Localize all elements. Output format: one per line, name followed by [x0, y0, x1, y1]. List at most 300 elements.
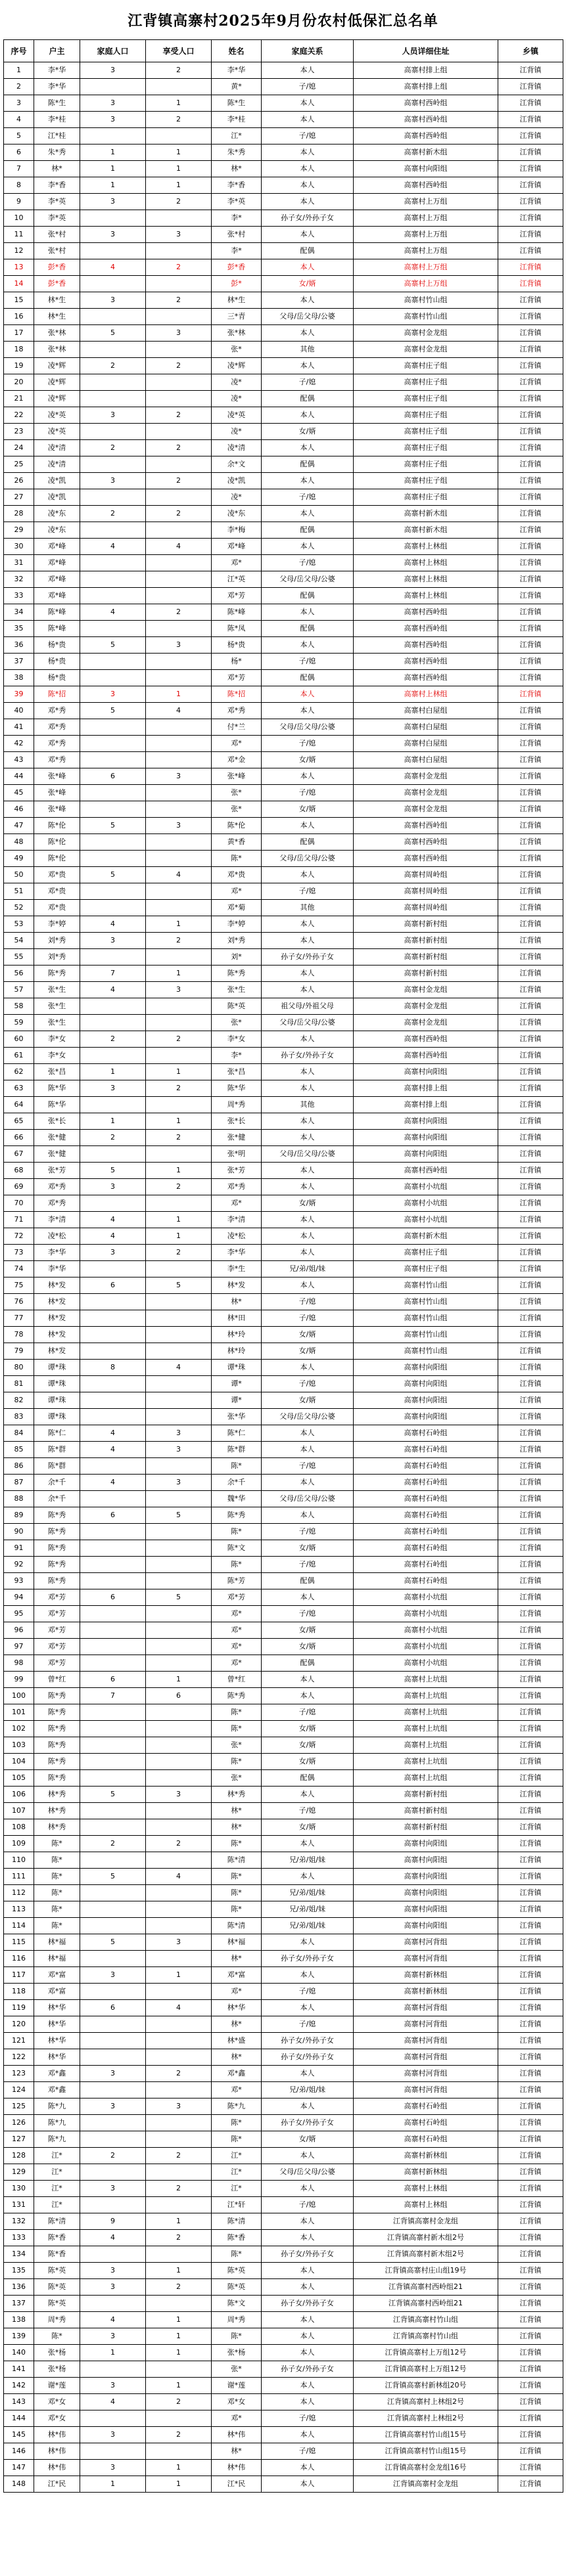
benefit-count-cell: 4 [146, 2000, 212, 2016]
table-row [4, 1392, 563, 1409]
relation-cell: 本人 [262, 539, 354, 555]
row-index: 34 [4, 604, 34, 621]
address-cell: 高寨村金龙组 [354, 325, 498, 342]
householder-cell: 谭*珠 [34, 1360, 80, 1376]
address-cell: 高寨村小坑组 [354, 1179, 498, 1195]
householder-cell: 林*伟 [34, 2427, 80, 2443]
benefit-count-cell [146, 456, 212, 473]
table-row [4, 1409, 563, 1425]
row-index: 71 [4, 1212, 34, 1228]
householder-cell: 李*女 [34, 1048, 80, 1064]
table-row [4, 818, 563, 834]
name-cell: 陈*香 [212, 2230, 262, 2246]
name-cell: 江* [212, 2181, 262, 2197]
table-row [4, 2049, 563, 2066]
benefit-count-cell: 2 [146, 604, 212, 621]
name-cell: 陈* [212, 1869, 262, 1885]
row-index: 8 [4, 177, 34, 194]
name-cell: 凌*东 [212, 506, 262, 522]
family-size-cell [80, 1754, 146, 1770]
address-cell: 高寨村新村组 [354, 1803, 498, 1819]
table-row [4, 325, 563, 342]
benefit-count-cell [146, 210, 212, 227]
name-cell: 陈* [212, 851, 262, 867]
address-cell: 江背镇高寨村竹山组 [354, 2312, 498, 2328]
family-size-cell: 3 [80, 473, 146, 489]
benefit-count-cell: 2 [146, 506, 212, 522]
relation-cell: 配偶 [262, 1770, 354, 1787]
table-row [4, 1212, 563, 1228]
township-cell: 江背镇 [498, 1721, 563, 1737]
name-cell: 林*伟 [212, 2460, 262, 2476]
householder-cell: 陈*九 [34, 2131, 80, 2148]
benefit-count-cell: 3 [146, 2099, 212, 2115]
name-cell: 陈*凤 [212, 621, 262, 637]
name-cell: 凌*清 [212, 440, 262, 456]
table-row [4, 736, 563, 752]
table-row [4, 2427, 563, 2443]
relation-cell: 配偶 [262, 456, 354, 473]
address-cell: 高寨村庄子组 [354, 391, 498, 407]
benefit-count-cell [146, 555, 212, 571]
name-cell: 林* [212, 2443, 262, 2460]
family-size-cell [80, 801, 146, 818]
benefit-count-cell: 3 [146, 637, 212, 654]
township-cell: 江背镇 [498, 2181, 563, 2197]
address-cell: 高寨村庄子组 [354, 473, 498, 489]
benefit-count-cell [146, 2410, 212, 2427]
name-cell: 林* [212, 1294, 262, 1310]
table-row [4, 1113, 563, 1130]
relation-cell: 女/婿 [262, 1721, 354, 1737]
relation-cell: 父母/岳父母/公婆 [262, 851, 354, 867]
householder-cell: 凌*凯 [34, 489, 80, 506]
family-size-cell [80, 1852, 146, 1869]
benefit-count-cell [146, 309, 212, 325]
family-size-cell [80, 621, 146, 637]
family-size-cell: 5 [80, 1869, 146, 1885]
benefit-count-cell: 1 [146, 177, 212, 194]
benefit-count-cell: 2 [146, 473, 212, 489]
name-cell: 陈* [212, 1754, 262, 1770]
name-cell: 李*华 [212, 62, 262, 79]
family-size-cell: 3 [80, 2263, 146, 2279]
table-row [4, 227, 563, 243]
table-row [4, 1080, 563, 1097]
township-cell: 江背镇 [498, 1672, 563, 1688]
relation-cell: 本人 [262, 473, 354, 489]
row-index: 77 [4, 1310, 34, 1327]
table-row [4, 2296, 563, 2312]
householder-cell: 林*发 [34, 1310, 80, 1327]
householder-cell: 陈*秀 [34, 1754, 80, 1770]
name-cell: 陈*生 [212, 95, 262, 112]
township-cell: 江背镇 [498, 1113, 563, 1130]
householder-cell: 张*林 [34, 342, 80, 358]
name-cell: 李*婷 [212, 916, 262, 933]
address-cell: 高寨村西岭组 [354, 128, 498, 144]
township-cell: 江背镇 [498, 2476, 563, 2493]
address-cell: 高寨村向阳组 [354, 1409, 498, 1425]
address-cell: 高寨村向阳组 [354, 1064, 498, 1080]
township-cell: 江背镇 [498, 2312, 563, 2328]
township-cell: 江背镇 [498, 2148, 563, 2164]
address-cell: 高寨村上万组 [354, 227, 498, 243]
householder-cell: 张*生 [34, 1015, 80, 1031]
address-cell: 江背镇高寨村金龙组 [354, 2476, 498, 2493]
address-cell: 高寨村新木组 [354, 522, 498, 539]
address-cell: 高寨村新村组 [354, 1787, 498, 1803]
householder-cell: 李*华 [34, 62, 80, 79]
address-cell: 高寨村上林组 [354, 588, 498, 604]
family-size-cell: 5 [80, 1163, 146, 1179]
address-cell: 高寨村周岭组 [354, 867, 498, 883]
page-title: 江背镇高寨村2025年9月份农村低保汇总名单 [128, 12, 438, 30]
benefit-count-cell: 1 [146, 1163, 212, 1179]
relation-cell: 本人 [262, 1245, 354, 1261]
name-cell: 陈*群 [212, 1442, 262, 1458]
family-size-cell [80, 2197, 146, 2213]
row-index: 15 [4, 292, 34, 309]
township-cell: 江背镇 [498, 2378, 563, 2394]
householder-cell: 陈*清 [34, 2213, 80, 2230]
table-row [4, 1540, 563, 1557]
address-cell: 高寨村小坑组 [354, 1622, 498, 1639]
householder-cell: 张*林 [34, 325, 80, 342]
benefit-count-cell: 1 [146, 966, 212, 982]
table-row [4, 2345, 563, 2361]
address-cell: 高寨村上万组 [354, 243, 498, 259]
relation-cell: 本人 [262, 227, 354, 243]
row-index: 17 [4, 325, 34, 342]
relation-cell: 本人 [262, 2378, 354, 2394]
family-size-cell [80, 555, 146, 571]
table-row [4, 210, 563, 227]
row-index: 62 [4, 1064, 34, 1080]
township-cell: 江背镇 [498, 161, 563, 177]
address-cell: 高寨村石岭组 [354, 1557, 498, 1573]
table-row [4, 506, 563, 522]
row-index: 74 [4, 1261, 34, 1277]
family-size-cell: 1 [80, 1064, 146, 1080]
address-cell: 高寨村西岭组 [354, 637, 498, 654]
row-index: 43 [4, 752, 34, 768]
row-index: 111 [4, 1869, 34, 1885]
row-index: 126 [4, 2115, 34, 2131]
table-row [4, 1425, 563, 1442]
householder-cell: 陈*伦 [34, 818, 80, 834]
township-cell: 江背镇 [498, 1918, 563, 1934]
householder-cell: 凌*英 [34, 424, 80, 440]
table-row [4, 2197, 563, 2213]
table-row [4, 719, 563, 736]
name-cell: 谢*莲 [212, 2378, 262, 2394]
benefit-count-cell [146, 1803, 212, 1819]
row-index: 22 [4, 407, 34, 424]
benefit-count-cell: 2 [146, 62, 212, 79]
header-row [4, 40, 563, 62]
row-index: 147 [4, 2460, 34, 2476]
table-row [4, 243, 563, 259]
benefit-count-cell [146, 2115, 212, 2131]
family-size-cell: 6 [80, 1589, 146, 1606]
benefit-count-cell [146, 1655, 212, 1672]
relation-cell: 女/婿 [262, 752, 354, 768]
township-cell: 江背镇 [498, 1080, 563, 1097]
family-size-cell: 3 [80, 2181, 146, 2197]
township-cell: 江背镇 [498, 2361, 563, 2378]
name-cell: 李* [212, 1048, 262, 1064]
benefit-count-cell [146, 1409, 212, 1425]
family-size-cell: 6 [80, 2000, 146, 2016]
relation-cell: 本人 [262, 112, 354, 128]
family-size-cell [80, 2033, 146, 2049]
table-row [4, 966, 563, 982]
table-row [4, 703, 563, 719]
row-index: 4 [4, 112, 34, 128]
address-cell: 高寨村河背组 [354, 2066, 498, 2082]
header-householder: 户主 [34, 40, 80, 62]
address-cell: 高寨村向阳组 [354, 1360, 498, 1376]
name-cell: 刘*秀 [212, 933, 262, 949]
benefit-count-cell: 1 [146, 144, 212, 161]
row-index: 42 [4, 736, 34, 752]
township-cell: 江背镇 [498, 2197, 563, 2213]
table-row [4, 2164, 563, 2181]
family-size-cell [80, 1901, 146, 1918]
address-cell: 高寨村庄子组 [354, 1245, 498, 1261]
family-size-cell [80, 1573, 146, 1589]
relation-cell: 本人 [262, 916, 354, 933]
benefit-count-cell: 1 [146, 2460, 212, 2476]
township-cell: 江背镇 [498, 637, 563, 654]
township-cell: 江背镇 [498, 2460, 563, 2476]
name-cell: 邓*鑫 [212, 2066, 262, 2082]
township-cell: 江背镇 [498, 785, 563, 801]
township-cell: 江背镇 [498, 670, 563, 686]
family-size-cell [80, 1737, 146, 1754]
address-cell: 高寨村庄子组 [354, 440, 498, 456]
name-cell: 张* [212, 342, 262, 358]
householder-cell: 陈*峰 [34, 604, 80, 621]
township-cell: 江背镇 [498, 2328, 563, 2345]
row-index: 89 [4, 1507, 34, 1524]
householder-cell: 陈*群 [34, 1442, 80, 1458]
relation-cell: 本人 [262, 1113, 354, 1130]
table-row [4, 949, 563, 966]
address-cell: 高寨村庄子组 [354, 456, 498, 473]
header-name: 姓名 [212, 40, 262, 62]
relation-cell: 本人 [262, 358, 354, 374]
benefit-count-cell: 4 [146, 1869, 212, 1885]
township-cell: 江背镇 [498, 1130, 563, 1146]
householder-cell: 林*生 [34, 309, 80, 325]
row-index: 107 [4, 1803, 34, 1819]
table-row [4, 1737, 563, 1754]
row-index: 90 [4, 1524, 34, 1540]
address-cell: 高寨村小坑组 [354, 1212, 498, 1228]
family-size-cell: 2 [80, 358, 146, 374]
row-index: 115 [4, 1934, 34, 1951]
householder-cell: 李*英 [34, 194, 80, 210]
benefit-count-cell [146, 1754, 212, 1770]
address-cell: 高寨村西岭组 [354, 177, 498, 194]
householder-cell: 陈* [34, 1836, 80, 1852]
name-cell: 邓* [212, 883, 262, 900]
householder-cell: 陈*峰 [34, 621, 80, 637]
address-cell: 江背镇高寨村上万组12号 [354, 2345, 498, 2361]
family-size-cell: 4 [80, 916, 146, 933]
relation-cell: 本人 [262, 1507, 354, 1524]
family-size-cell [80, 719, 146, 736]
relation-cell: 其他 [262, 342, 354, 358]
family-size-cell [80, 522, 146, 539]
householder-cell: 张*村 [34, 243, 80, 259]
family-size-cell: 3 [80, 95, 146, 112]
benefit-count-cell [146, 342, 212, 358]
benefit-count-cell [146, 883, 212, 900]
householder-cell: 陈* [34, 1885, 80, 1901]
township-cell: 江背镇 [498, 621, 563, 637]
family-size-cell [80, 571, 146, 588]
row-index: 33 [4, 588, 34, 604]
address-cell: 高寨村白屋组 [354, 752, 498, 768]
householder-cell: 林*发 [34, 1294, 80, 1310]
householder-cell: 张*健 [34, 1130, 80, 1146]
table-row [4, 1475, 563, 1491]
township-cell: 江背镇 [498, 2016, 563, 2033]
householder-cell: 李*婷 [34, 916, 80, 933]
row-index: 133 [4, 2230, 34, 2246]
address-cell: 高寨村金龙组 [354, 998, 498, 1015]
family-size-cell: 5 [80, 703, 146, 719]
relation-cell: 本人 [262, 1836, 354, 1852]
relation-cell: 孙子女/外孙子女 [262, 2115, 354, 2131]
address-cell: 高寨村竹山组 [354, 1294, 498, 1310]
benefit-count-cell: 1 [146, 1967, 212, 1984]
benefit-count-cell [146, 2197, 212, 2213]
benefit-count-cell [146, 1819, 212, 1836]
row-index: 30 [4, 539, 34, 555]
table-row [4, 1704, 563, 1721]
benefit-count-cell [146, 2016, 212, 2033]
row-index: 101 [4, 1704, 34, 1721]
family-size-cell: 3 [80, 2099, 146, 2115]
family-size-cell [80, 1951, 146, 1967]
township-cell: 江背镇 [498, 407, 563, 424]
table-row [4, 1524, 563, 1540]
family-size-cell: 6 [80, 1507, 146, 1524]
benefit-count-cell: 2 [146, 112, 212, 128]
address-cell: 高寨村小坑组 [354, 1195, 498, 1212]
row-index: 19 [4, 358, 34, 374]
benefit-count-cell: 5 [146, 1277, 212, 1294]
benefit-count-cell [146, 801, 212, 818]
benefit-count-cell: 1 [146, 2378, 212, 2394]
benefit-count-cell: 1 [146, 1064, 212, 1080]
relation-cell: 女/婿 [262, 1327, 354, 1343]
family-size-cell [80, 2131, 146, 2148]
table-row [4, 2230, 563, 2246]
row-index: 143 [4, 2394, 34, 2410]
relation-cell: 子/媳 [262, 79, 354, 95]
householder-cell: 陈*九 [34, 2115, 80, 2131]
township-cell: 江背镇 [498, 1277, 563, 1294]
row-index: 119 [4, 2000, 34, 2016]
name-cell: 陈*峰 [212, 604, 262, 621]
row-index: 114 [4, 1918, 34, 1934]
row-index: 58 [4, 998, 34, 1015]
township-cell: 江背镇 [498, 1327, 563, 1343]
family-size-cell [80, 1606, 146, 1622]
table-row [4, 1918, 563, 1934]
name-cell: 邓* [212, 1622, 262, 1639]
householder-cell: 凌*凯 [34, 473, 80, 489]
householder-cell: 邓*富 [34, 1984, 80, 2000]
householder-cell: 张*健 [34, 1146, 80, 1163]
table-row [4, 424, 563, 440]
name-cell: 凌* [212, 374, 262, 391]
name-cell: 邓*贵 [212, 867, 262, 883]
address-cell: 高寨村河背组 [354, 2049, 498, 2066]
name-cell: 凌* [212, 424, 262, 440]
township-cell: 江背镇 [498, 1343, 563, 1360]
address-cell: 高寨村小坑组 [354, 1606, 498, 1622]
address-cell: 江背镇高寨村新林组20号 [354, 2378, 498, 2394]
table-row [4, 292, 563, 309]
benefit-count-cell [146, 998, 212, 1015]
family-size-cell [80, 834, 146, 851]
row-index: 27 [4, 489, 34, 506]
householder-cell: 张*峰 [34, 801, 80, 818]
family-size-cell: 2 [80, 1130, 146, 1146]
householder-cell: 凌*辉 [34, 374, 80, 391]
family-size-cell: 3 [80, 2328, 146, 2345]
name-cell: 周*秀 [212, 1097, 262, 1113]
family-size-cell: 4 [80, 982, 146, 998]
benefit-count-cell [146, 391, 212, 407]
relation-cell: 孙子女/外孙子女 [262, 2246, 354, 2263]
relation-cell: 子/媳 [262, 1557, 354, 1573]
benefit-count-cell [146, 654, 212, 670]
householder-cell: 陈* [34, 1918, 80, 1934]
householder-cell: 邓*峰 [34, 571, 80, 588]
benefit-count-cell: 1 [146, 1228, 212, 1245]
table-row [4, 1770, 563, 1787]
table-row [4, 1557, 563, 1573]
householder-cell: 江*民 [34, 2476, 80, 2493]
family-size-cell: 2 [80, 1836, 146, 1852]
benefit-count-cell: 3 [146, 982, 212, 998]
family-size-cell: 4 [80, 2394, 146, 2410]
name-cell: 江* [212, 2148, 262, 2164]
family-size-cell: 1 [80, 1113, 146, 1130]
householder-cell: 余*千 [34, 1491, 80, 1507]
township-cell: 江背镇 [498, 243, 563, 259]
family-size-cell: 4 [80, 604, 146, 621]
benefit-count-cell: 1 [146, 2263, 212, 2279]
address-cell: 高寨村庄子组 [354, 374, 498, 391]
address-cell: 高寨村竹山组 [354, 1310, 498, 1327]
relation-cell: 本人 [262, 2345, 354, 2361]
family-size-cell [80, 2049, 146, 2066]
address-cell: 高寨村庄子组 [354, 1261, 498, 1277]
table-row [4, 1163, 563, 1179]
address-cell: 高寨村上林组 [354, 2181, 498, 2197]
table-row [4, 1130, 563, 1146]
table-row [4, 555, 563, 571]
name-cell: 邓*富 [212, 1967, 262, 1984]
